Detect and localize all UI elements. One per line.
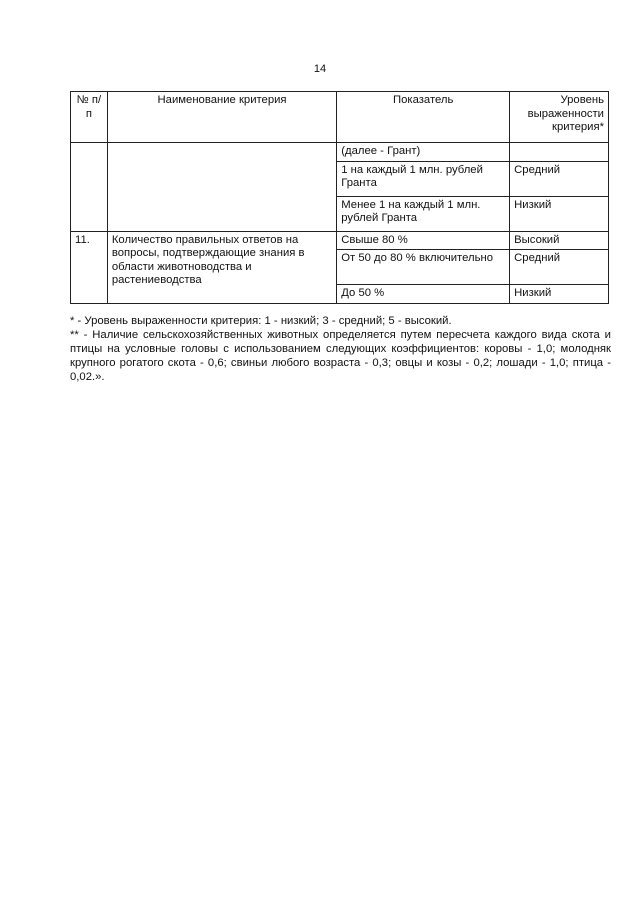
footnote-livestock: ** - Наличие сельскохозяйственных животных определяется путем пересчета каждого вида скота и птицы на условные головы с использованием следующих коэффициентов: коровы - 1,0; молодняк крупного рогатого скота - 0,6; свиньи любого возраста - 0,3; овцы и козы - 0,2; лошади - 1,0; птица - 0,02.». — [70, 329, 611, 383]
header-name: Наименование критерия — [107, 92, 336, 143]
criteria-table — [70, 91, 609, 304]
table-row — [71, 143, 609, 162]
footnote-levels: * - Уровень выраженности критерия: 1 - низкий; 3 - средний; 5 - высокий. — [70, 315, 452, 327]
indicator-cell: Свыше 80 % — [337, 231, 510, 250]
indicator-cell: (далее - Грант) — [337, 143, 510, 162]
level-cell — [510, 143, 609, 162]
indicator-cell: 1 на каждый 1 млн. рублей Гранта — [337, 161, 510, 196]
row-name-cell: Количество правильных ответов на вопросы, подтверждающие знания в области животноводства и растениеводства — [107, 231, 336, 303]
level-cell: Низкий — [510, 196, 609, 231]
row-name-cell — [107, 143, 336, 232]
page-number: 14 — [313, 63, 327, 75]
footnotes — [70, 314, 611, 384]
level-cell: Низкий — [510, 285, 609, 304]
row-num-cell: 11. — [71, 231, 108, 303]
indicator-cell: Менее 1 на каждый 1 млн. рублей Гранта — [337, 196, 510, 231]
table-header-row — [71, 92, 609, 143]
header-level: Уровень выраженности критерия* — [510, 92, 609, 143]
indicator-cell: От 50 до 80 % включительно — [337, 250, 510, 285]
indicator-cell: До 50 % — [337, 285, 510, 304]
level-cell: Высокий — [510, 231, 609, 250]
header-indicator: Показатель — [337, 92, 510, 143]
header-num: № п/п — [71, 92, 108, 143]
level-cell: Средний — [510, 250, 609, 285]
row-num-cell — [71, 143, 108, 232]
table-row — [71, 231, 609, 250]
level-cell: Средний — [510, 161, 609, 196]
